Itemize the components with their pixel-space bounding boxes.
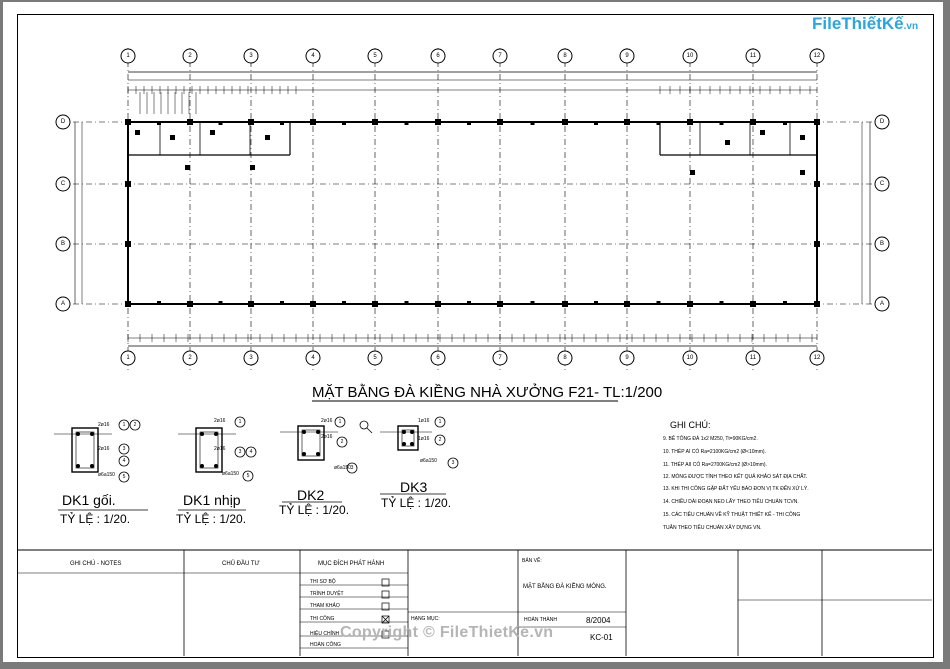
bar-label: 2ø16 [98,422,110,428]
axis-label: C [60,181,66,187]
column [624,119,630,125]
note-item: 12. MÓNG ĐƯỢC TÍNH THEO KẾT QUẢ KHẢO SÁT ĐỊA CHẤT. [663,474,808,480]
axis-label: 2 [188,355,192,361]
footing-mark [280,121,284,125]
axis-label: B [879,241,885,247]
footing-mark [219,301,223,305]
column [562,119,568,125]
bar-label: ø6a150 [222,471,239,477]
column [310,119,316,125]
site-logo: FileThiếtKế.vn [812,14,919,33]
rebar-dot [90,464,94,468]
rebar-mark-label: 1 [238,419,242,425]
axis-label: 4 [311,53,315,59]
axis-label: 9 [625,355,629,361]
note-item: 10. THÉP AI CÓ Ra=2100KG/cm2 (Ø<10mm). [663,449,766,455]
drawing-label: BẢN VẼ: [522,558,542,564]
axis-label: 12 [813,355,821,361]
rebar-mark-label: 2 [133,422,137,428]
footing-mark [250,165,255,170]
rebar-mark-label: 1 [122,422,126,428]
axis-label: 12 [813,53,821,59]
footing-mark [594,121,598,125]
section-scale-dk2: TỶ LỆ : 1/20. [279,503,350,517]
drawing-name: MẶT BẰNG ĐÀ KIỀNG MÓNG. [523,584,607,590]
rebar-mark-label: 3 [350,465,354,471]
footing-mark [280,301,284,305]
section-title-dk2: DK2 [297,487,325,503]
section-scale-dk1-nhip: TỶ LỆ : 1/20. [176,512,247,526]
purpose-label: MỤC ĐÍCH PHÁT HÀNH [318,561,385,567]
rebar-dot [214,464,218,468]
axis-label: C [879,181,885,187]
column [435,119,441,125]
column [187,301,193,307]
column [687,301,693,307]
axis-label: 1 [126,53,130,59]
axis-label: A [60,301,66,307]
footing-mark [135,130,140,135]
column [125,241,131,247]
axis-label: D [60,119,66,125]
bar-label: ø6a150 [420,458,437,464]
rebar-mark-label: 2 [340,439,344,445]
rebar-mark-label: 1 [438,419,442,425]
footing-mark [405,301,409,305]
notes-title: GHI CHÚ: [670,420,711,430]
section-title-dk3: DK3 [400,479,428,495]
axis-label: 8 [563,355,567,361]
footing-mark [467,301,471,305]
column [814,241,820,247]
footing-mark [342,121,346,125]
column [372,301,378,307]
owner-label: CHỦ ĐẦU TƯ [222,561,260,567]
axis-label: 10 [686,53,694,59]
rebar-mark-label: 3 [122,446,126,452]
footing-mark [405,121,409,125]
footing-mark [594,301,598,305]
bar-label: 1ø16 [418,436,430,442]
column [750,119,756,125]
axis-label: D [879,119,885,125]
column [624,301,630,307]
notes-label: GHI CHÚ - NOTES [70,561,122,567]
note-item: TUÂN THEO TIÊU CHUẨN XÂY DỰNG VN. [663,525,762,531]
footing-mark [265,135,270,140]
bar-label: 2ø16 [214,418,226,424]
axis-label: 8 [563,53,567,59]
column [372,119,378,125]
axis-label: 4 [311,355,315,361]
section-dk2-stirrup [302,430,320,456]
finish-date: 8/2004 [586,616,611,625]
purpose-item: THI SƠ BỘ [310,579,336,585]
footing-mark [657,301,661,305]
axis-label: 7 [498,53,502,59]
note-item: 13. KHI THI CÔNG GẶP ĐẤT YẾU BÁO ĐƠN VỊ TK ĐẾN XỬ LÝ. [663,486,809,492]
column [187,119,193,125]
purpose-item: HOÀN CÔNG [310,642,341,648]
bar-label: 2ø16 [321,434,333,440]
column [125,181,131,187]
finish-label: HOÀN THÀNH [524,617,557,623]
rebar-mark-label: 5 [122,474,126,480]
footing-mark [760,130,765,135]
purpose-item: TRÌNH DUYỆT [310,591,344,597]
bar-label: 2ø16 [321,418,333,424]
bar-label: ø6a150 [98,472,115,478]
purpose-item: HIỆU CHỈNH [310,631,340,637]
axis-label: 5 [373,53,377,59]
section-title-dk1-goi: DK1 gối. [62,492,116,508]
footing-mark [157,121,161,125]
axis-label: A [879,301,885,307]
axis-label: 5 [373,355,377,361]
footing-mark [185,165,190,170]
axis-label: 1 [126,355,130,361]
column [814,181,820,187]
footing-mark [531,301,535,305]
rebar-mark-label: 3 [451,460,455,466]
axis-label: B [60,241,66,247]
footing-mark [720,121,724,125]
column [814,301,820,307]
footing-mark [657,121,661,125]
footing-mark [720,301,724,305]
note-item: 11. THÉP AII CÓ Ra=2700KG/cm2 (Ø>10mm). [663,462,767,468]
rebar-mark-label: 5 [246,473,250,479]
axis-label: 9 [625,53,629,59]
rebar-dot [76,464,80,468]
footing-mark [800,170,805,175]
drawing-title: MẶT BẰNG ĐÀ KIỀNG NHÀ XƯỞNG F21- TL:1/200 [312,384,663,401]
axis-label: 2 [188,53,192,59]
rebar-dot [410,442,414,446]
rebar-mark-label: 1 [338,419,342,425]
section-scale-dk3: TỶ LỆ : 1/20. [381,496,452,510]
column [125,119,131,125]
column [310,301,316,307]
axis-label: 3 [249,355,253,361]
axis-label: 6 [436,53,440,59]
column [125,301,131,307]
column [562,301,568,307]
footing-mark [783,121,787,125]
footing-mark [467,121,471,125]
footing-mark [210,130,215,135]
item-label: HẠNG MỤC: [411,616,440,622]
rebar-mark-label: 3 [238,449,242,455]
column [497,119,503,125]
column [435,301,441,307]
section-scale-dk1-goi: TỶ LỆ : 1/20. [60,512,131,526]
column [814,119,820,125]
note-item: 9. BÊ TÔNG ĐÁ 1x2 M250, Tt=90KG/cm2. [663,436,758,442]
bar-label: 2ø16 [98,446,110,452]
axis-label: 11 [749,53,757,59]
rebar-dot [302,452,306,456]
rebar-dot [316,452,320,456]
footing-mark [690,170,695,175]
bar-label: 2ø16 [214,446,226,452]
axis-label: 7 [498,355,502,361]
axis-label: 3 [249,53,253,59]
section-dk3 [398,426,418,450]
rebar-dot [402,442,406,446]
bar-label: ø6a150 [334,465,351,471]
footing-mark [170,135,175,140]
footing-mark [219,121,223,125]
footing-mark [342,301,346,305]
rebar-dot [200,464,204,468]
axis-label: 10 [686,355,694,361]
column [248,119,254,125]
column [497,301,503,307]
purpose-item: THI CÔNG [310,616,335,622]
footing-mark [157,301,161,305]
bar-label: 1ø16 [418,418,430,424]
axis-label: 11 [749,355,757,361]
rebar-mark-label: 4 [249,449,253,455]
footing-mark [800,135,805,140]
column [750,301,756,307]
footing-mark [783,301,787,305]
section-dk1-goi-stirrup [76,432,94,468]
purpose-item: THAM KHẢO [310,603,340,609]
note-item: 14. CHIỀU DÀI ĐOẠN NEO LẤY THEO TIÊU CHUẨN TCVN. [663,499,799,505]
footing-mark [725,140,730,145]
footing-mark [531,121,535,125]
rebar-mark-label: 2 [438,437,442,443]
magnifier-icon [367,428,372,433]
axis-label: 6 [436,355,440,361]
sheet-number: KC-01 [590,633,613,642]
watermark: Copyright © FileThietKe.vn [340,624,554,641]
magnifier-icon [360,421,368,429]
section-title-dk1-nhip: DK1 nhịp [183,492,241,508]
column [687,119,693,125]
rebar-mark-label: 4 [122,458,126,464]
note-item: 15. CÁC TIÊU CHUẨN VỀ KỸ THUẬT THIẾT KẾ - THI CÔNG [663,512,801,518]
column [248,301,254,307]
